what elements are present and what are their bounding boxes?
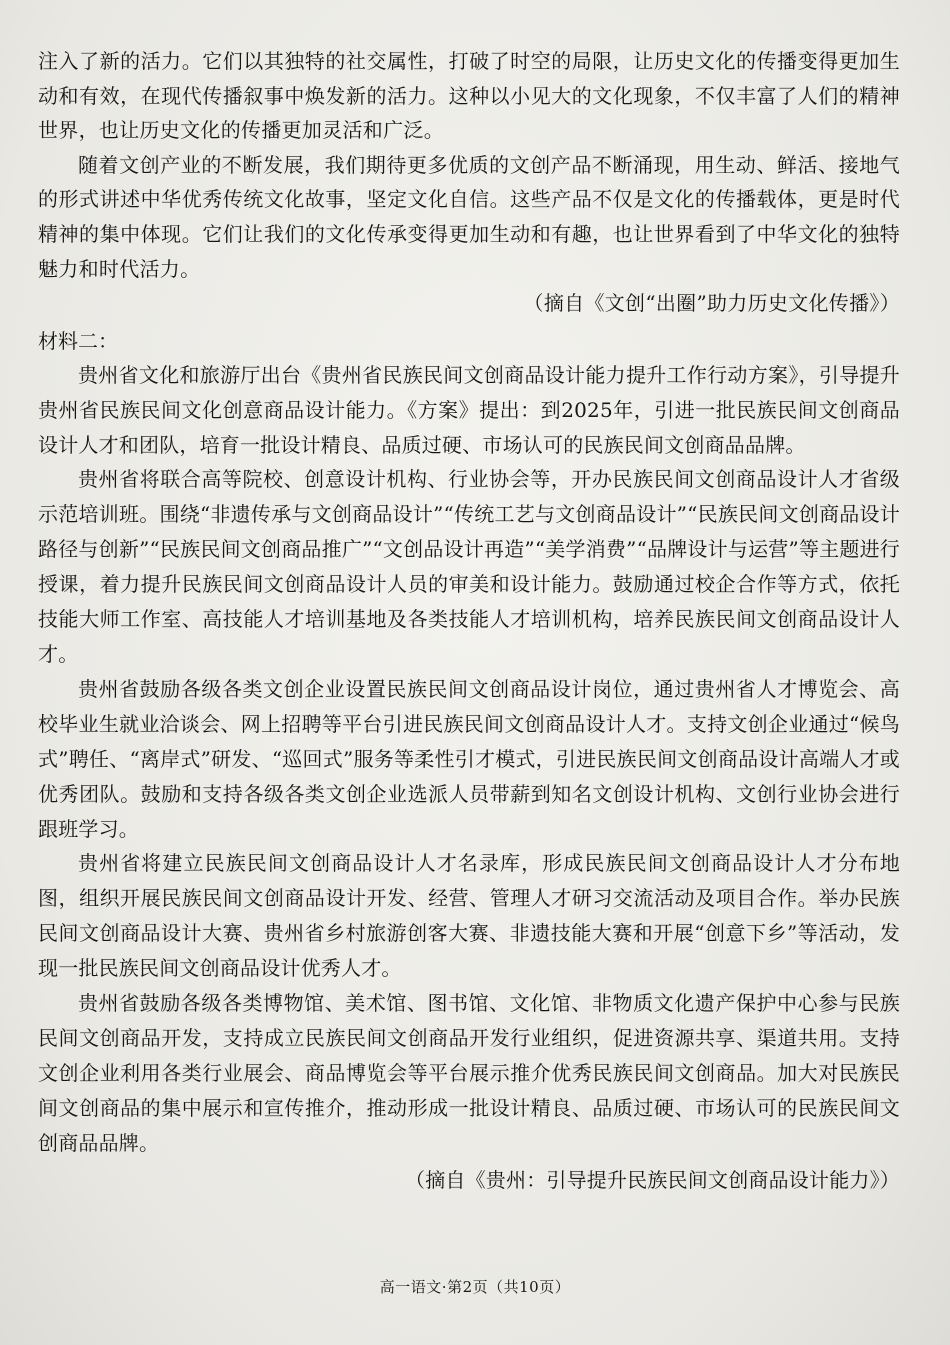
paragraph: 随着文创产业的不断发展，我们期待更多优质的文创产品不断涌现，用生动、鲜活、接地气的形式讲述中华优秀传统文化故事，坚定文化自信。这些产品不仅是文化的传播载体，更是时代精神的集中体现。它们让我们的文化传承变得更加生动和有趣，也让世界看到了中华文化的独特魅力和时代活力。 [38, 152, 900, 281]
paragraph: 注入了新的活力。它们以其独特的社交属性，打破了时空的局限，让历史文化的传播变得更加生动和有效，在现代传播叙事中焕发新的活力。这种以小见大的文化现象，不仅丰富了人们的精神世界，也让历史文化的传播更加灵活和广泛。 [38, 49, 900, 143]
page-footer: 高一语文·第2页（共10页） [379, 1278, 571, 1296]
source-citation: （摘自《贵州：引导提升民族民间文创商品设计能力》） [405, 1167, 900, 1192]
material-one-section [38, 44, 900, 321]
paragraph: 贵州省文化和旅游厅出台《贵州省民族民间文创商品设计能力提升工作行动方案》，引导提升贵州省民族民间文化创意商品设计能力。《方案》提出：到2025年，引进一批民族民间文创商品设计人才和团队，培育一批设计精良、品质过硬、市场认可的民族民间文创商品品牌。 [38, 362, 900, 457]
page-content [38, 44, 900, 1198]
material-two-section [38, 358, 900, 1198]
material-two-label: 材料二： [38, 328, 118, 353]
paragraph: 贵州省鼓励各级各类博物馆、美术馆、图书馆、文化馆、非物质文化遗产保护中心参与民族民间文创商品开发，支持成立民族民间文创商品开发行业组织，促进资源共享、渠道共用。支持文创企业利用各类行业展会、商品博览会等平台展示推介优秀民族民间文创商品。加大对民族民间文创商品的集中展示和宣传推介，推动形成一批设计精良、品质过硬、市场认可的民族民间文创商品品牌。 [38, 991, 900, 1155]
source-citation: （摘自《文创“出圈”助力历史文化传播》） [523, 291, 900, 316]
paragraph: 贵州省将建立民族民间文创商品设计人才名录库，形成民族民间文创商品设计人才分布地图，组织开展民族民间文创商品设计开发、经营、管理人才研习交流活动及项目合作。举办民族民间文创商品设计大赛、贵州省乡村旅游创客大赛、非遗技能大赛和开展“创意下乡”等活动，发现一批民族民间文创商品设计优秀人才。 [38, 851, 900, 981]
paragraph: 贵州省将联合高等院校、创意设计机构、行业协会等，开办民族民间文创商品设计人才省级示范培训班。围绕“非遗传承与文创商品设计”“传统工艺与文创商品设计”“民族民间文创商品设计路径与创新”“民族民间文创商品推广”“文创品设计再造”“美学消费”“品牌设计与运营”等主题进行授课，着力提升民族民间文创商品设计人员的审美和设计能力。鼓励通过校企合作等方式，依托技能大师工作室、高技能人才培训基地及各类技能人才培训机构，培养民族民间文创商品设计人才。 [38, 467, 900, 666]
paragraph: 贵州省鼓励各级各类文创企业设置民族民间文创商品设计岗位，通过贵州省人才博览会、高校毕业生就业洽谈会、网上招聘等平台引进民族民间文创商品设计人才。支持文创企业通过“候鸟式”聘任、“离岸式”研发、“巡回式”服务等柔性引才模式，引进民族民间文创商品设计高端人才或优秀团队。鼓励和支持各级各类文创企业选派人员带薪到知名文创设计机构、文创行业协会进行跟班学习。 [38, 676, 900, 841]
